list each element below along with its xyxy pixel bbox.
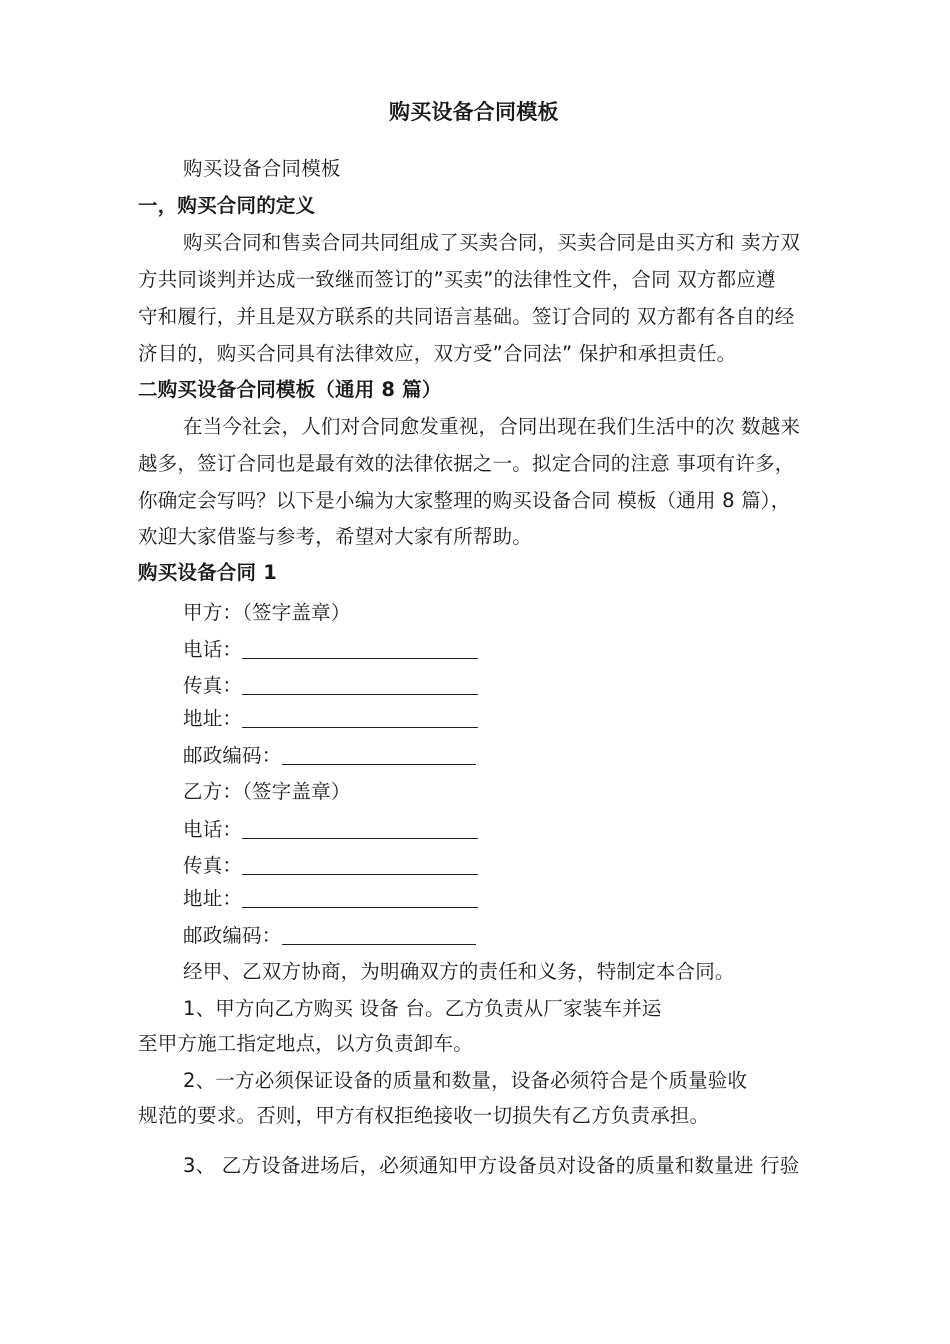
party-b-postcode-row bbox=[183, 922, 476, 950]
party-a-address-label: 地址： bbox=[183, 707, 243, 730]
document-title: 购买设备合同模板 bbox=[389, 100, 559, 124]
section-2-line: 在当今社会，人们对合同愈发重视，合同出现在我们生活中的次 数越来 bbox=[183, 415, 801, 438]
party-a-phone-blank bbox=[242, 638, 478, 659]
section-2-line: 欢迎大家借鉴与参考，希望对大家有所帮助。 bbox=[138, 525, 533, 548]
party-a-postcode-row bbox=[183, 742, 476, 770]
party-a-phone-row bbox=[183, 636, 478, 664]
party-b-phone-label: 电话： bbox=[183, 818, 243, 841]
party-b-postcode-label: 邮政编码： bbox=[183, 924, 282, 947]
party-a-name: 甲方：（签字盖章） bbox=[183, 601, 351, 624]
party-a-address-blank bbox=[242, 707, 478, 728]
section-2-line: 你确定会写吗？以下是小编为大家整理的购买设备合同 模板（通用 8 篇）， bbox=[138, 489, 791, 512]
contract-1-heading: 购买设备合同 1 bbox=[138, 561, 277, 584]
party-b-name: 乙方：（签字盖章） bbox=[183, 780, 351, 803]
party-b-phone-row bbox=[183, 816, 478, 844]
party-b-fax-row bbox=[183, 852, 478, 880]
agreement-intro: 经甲、乙双方协商，为明确双方的责任和义务，特制定本合同。 bbox=[183, 960, 735, 983]
party-a-fax-label: 传真： bbox=[183, 674, 243, 697]
party-a-fax-row bbox=[183, 672, 478, 700]
party-a-postcode-label: 邮政编码： bbox=[183, 744, 282, 767]
section-1-line: 方共同谈判并达成一致继而签订的”买卖”的法律性文件，合同 双方都应遵 bbox=[138, 268, 776, 291]
party-b-fax-blank bbox=[242, 854, 478, 875]
party-b-postcode-blank bbox=[282, 924, 476, 945]
section-1-line: 守和履行，并且是双方联系的共同语言基础。签订合同的 双方都有各自的经 bbox=[138, 305, 795, 328]
party-a-phone-label: 电话： bbox=[183, 638, 243, 661]
clause-1-line: 至甲方施工指定地点，以方负责卸车。 bbox=[138, 1032, 473, 1055]
party-b-address-label: 地址： bbox=[183, 887, 243, 910]
section-1-heading: 一，购买合同的定义 bbox=[138, 194, 316, 217]
document-subtitle: 购买设备合同模板 bbox=[183, 157, 341, 180]
section-2-heading: 二购买设备合同模板（通用 8 篇） bbox=[138, 378, 442, 401]
party-b-phone-blank bbox=[242, 818, 478, 839]
section-2-line: 越多，签订合同也是最有效的法律依据之一。拟定合同的注意 事项有许多， bbox=[138, 452, 795, 475]
clause-3-line: 3、 乙方设备进场后，必须通知甲方设备员对设备的质量和数量进 行验 bbox=[183, 1154, 800, 1177]
party-b-address-blank bbox=[242, 887, 478, 908]
clause-1-line: 1、甲方向乙方购买 设备 台。乙方负责从厂家装车并运 bbox=[183, 997, 662, 1020]
party-a-address-row bbox=[183, 705, 478, 733]
clause-2-line: 规范的要求。否则，甲方有权拒绝接收一切损失有乙方负责承担。 bbox=[138, 1104, 710, 1127]
clause-2-line: 2、一方必须保证设备的质量和数量，设备必须符合是个质量验收 bbox=[183, 1069, 748, 1092]
section-1-line: 济目的，购买合同具有法律效应，双方受”合同法” 保护和承担责任。 bbox=[138, 342, 737, 365]
section-1-line: 购买合同和售卖合同共同组成了买卖合同，买卖合同是由买方和 卖方双 bbox=[183, 231, 801, 254]
party-a-fax-blank bbox=[242, 674, 478, 695]
party-b-fax-label: 传真： bbox=[183, 854, 243, 877]
party-a-postcode-blank bbox=[282, 744, 476, 765]
party-b-address-row bbox=[183, 885, 478, 913]
